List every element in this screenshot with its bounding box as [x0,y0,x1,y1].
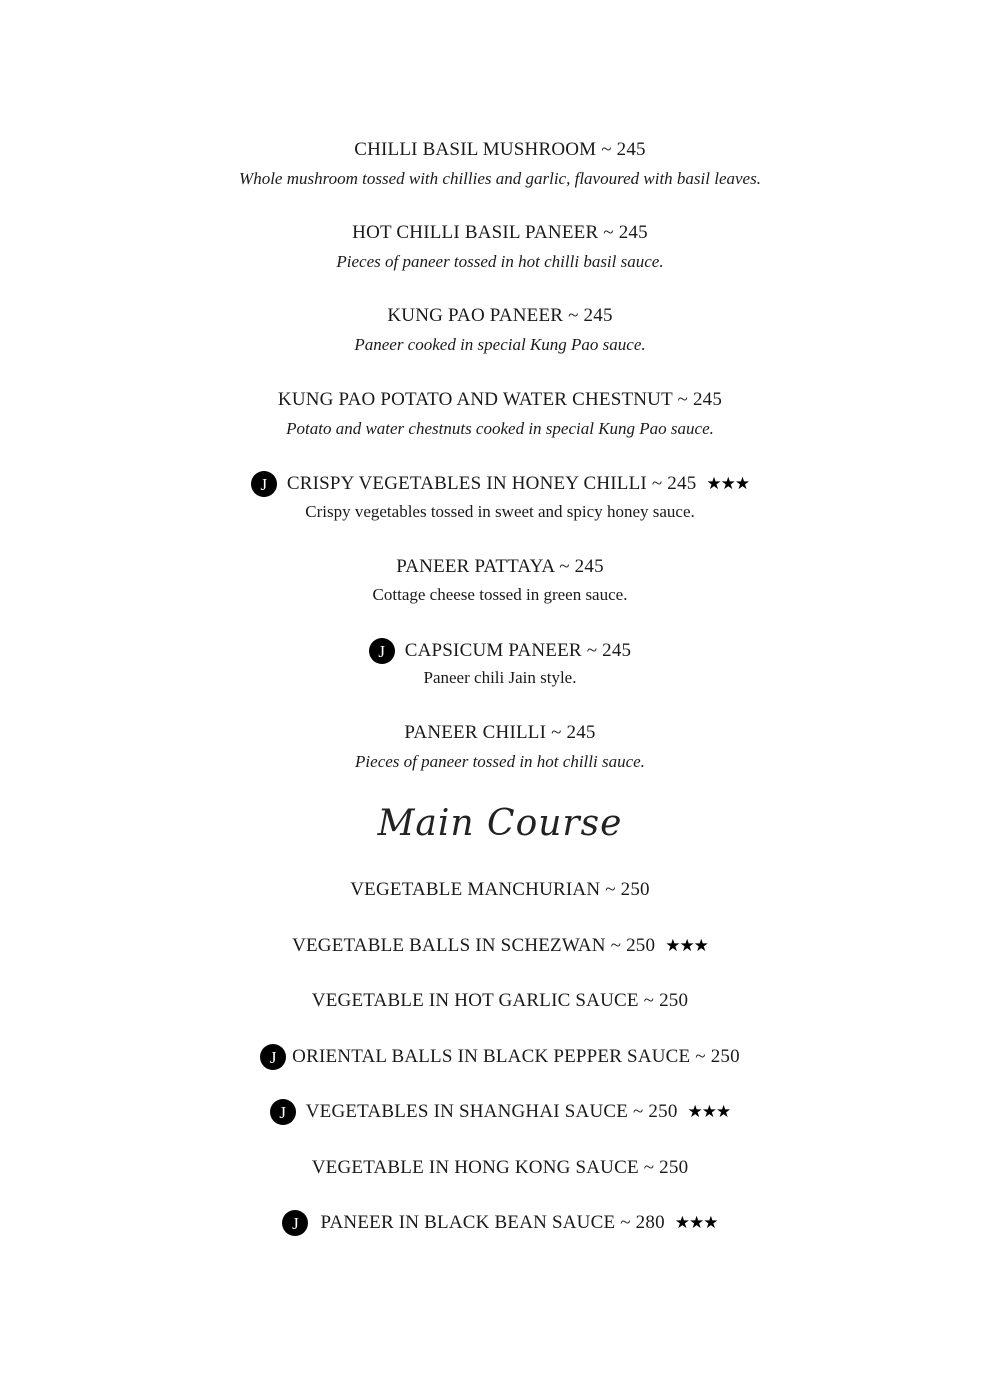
main-course-item-title: ORIENTAL BALLS IN BLACK PEPPER SAUCE ~ 250 [292,1046,740,1067]
menu-item-title: PANEER CHILLI ~ 245 [404,722,596,743]
menu-item-title: CRISPY VEGETABLES IN HONEY CHILLI ~ 245 [286,473,697,494]
menu-item-description: Paneer chili Jain style. [423,668,577,687]
star-rating-icon: ★★★ [674,1213,718,1233]
star-rating-icon: ★★★ [665,936,708,956]
menu-item-description: Crispy vegetables tossed in sweet and spicy honey sauce. [305,502,695,521]
main-course-item-title: VEGETABLE IN HOT GARLIC SAUCE ~ 250 [311,990,689,1011]
jain-badge-icon: J [282,1210,308,1236]
main-course-item-title: VEGETABLE MANCHURIAN ~ 250 [350,879,650,900]
main-course-item-title: VEGETABLE BALLS IN SCHEZWAN ~ 250 [292,935,656,956]
star-rating-icon: ★★★ [687,1102,731,1122]
jain-badge-icon: J [251,471,277,497]
jain-badge-icon: J [369,638,395,664]
main-course-item-row [0,1043,1000,1071]
menu-item-title: KUNG PAO POTATO AND WATER CHESTNUT ~ 245 [277,389,723,410]
menu-item-description: Whole mushroom tossed with chillies and garlic, flavoured with basil leaves. [239,169,761,188]
menu-item-row [0,470,1000,498]
jain-badge-icon: J [260,1044,286,1070]
main-course-item-row [0,1209,1000,1237]
main-course-item-row [0,876,1000,904]
menu-item-title: CAPSICUM PANEER ~ 245 [404,640,632,661]
star-rating-icon: ★★★ [706,474,750,494]
main-course-item-row [0,932,1000,960]
main-course-item-title: VEGETABLES IN SHANGHAI SAUCE ~ 250 [305,1101,678,1122]
menu-item-description: Potato and water chestnuts cooked in special Kung Pao sauce. [286,419,714,438]
menu-item-title: CHILLI BASIL MUSHROOM ~ 245 [354,139,646,160]
section-heading-main-course: Main Course [377,803,623,844]
menu-item-description: Cottage cheese tossed in green sauce. [372,585,628,604]
main-course-item-row [0,987,1000,1015]
jain-badge-icon: J [270,1099,296,1125]
main-course-item-title: PANEER IN BLACK BEAN SAUCE ~ 280 [320,1212,665,1233]
main-course-item-title: VEGETABLE IN HONG KONG SAUCE ~ 250 [311,1157,689,1178]
menu-item-title: HOT CHILLI BASIL PANEER ~ 245 [352,222,648,243]
menu-item-row [0,637,1000,665]
main-course-item-row [0,1154,1000,1182]
menu-item-description: Paneer cooked in special Kung Pao sauce. [354,335,646,354]
menu-item-title: PANEER PATTAYA ~ 245 [396,556,604,577]
main-course-item-row [0,1098,1000,1126]
menu-item-title: KUNG PAO PANEER ~ 245 [387,305,613,326]
menu-item-description: Pieces of paneer tossed in hot chilli basil sauce. [336,252,664,271]
menu-item-description: Pieces of paneer tossed in hot chilli sauce. [355,752,645,771]
